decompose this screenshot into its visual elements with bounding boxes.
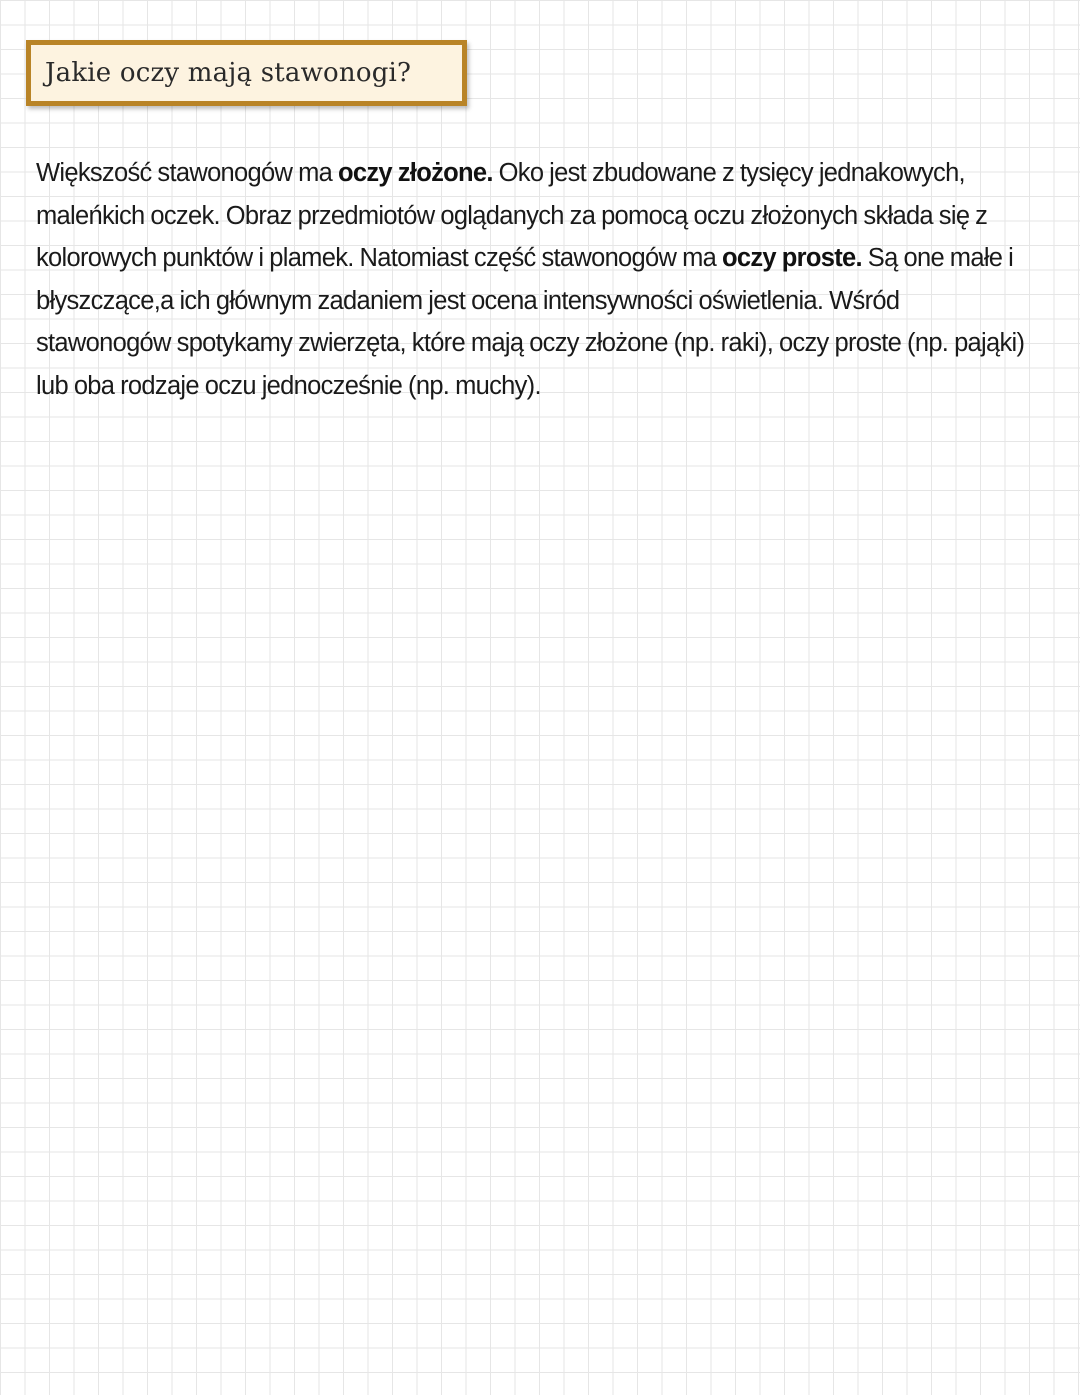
paragraph-line-6: lub oba rodzaje oczu jednocześnie (np. muchy). — [36, 371, 541, 400]
text-segment: Są one małe i — [861, 244, 1014, 273]
page-title: Jakie oczy mają stawonogi? — [45, 58, 412, 88]
paragraph-line-2: maleńkich oczek. Obraz przedmiotów oglądanych za pomocą oczu złożonych składa się z — [36, 201, 988, 230]
body-paragraph — [36, 152, 1051, 408]
text-segment: Oko jest zbudowane z tysięcy jednakowych, — [492, 159, 965, 187]
paragraph-line-4: błyszczące,a ich głównym zadaniem jest ocena intensywności oświetlenia. Wśród — [36, 286, 900, 315]
title-box — [26, 40, 467, 106]
text-segment: kolorowych punktów i plamek. Natomiast część stawonogów ma — [36, 244, 723, 273]
paragraph-line-5: stawonogów spotykamy zwierzęta, które mają oczy złożone (np. raki), oczy proste (np. pająki) — [36, 329, 1025, 358]
text-segment: Większość stawonogów ma — [36, 159, 338, 187]
bold-term-simple-eyes: oczy proste. — [722, 244, 862, 273]
paragraph-line-3 — [36, 237, 1051, 280]
paragraph-line-1 — [36, 152, 1051, 195]
bold-term-compound-eyes: oczy złożone. — [337, 159, 493, 187]
